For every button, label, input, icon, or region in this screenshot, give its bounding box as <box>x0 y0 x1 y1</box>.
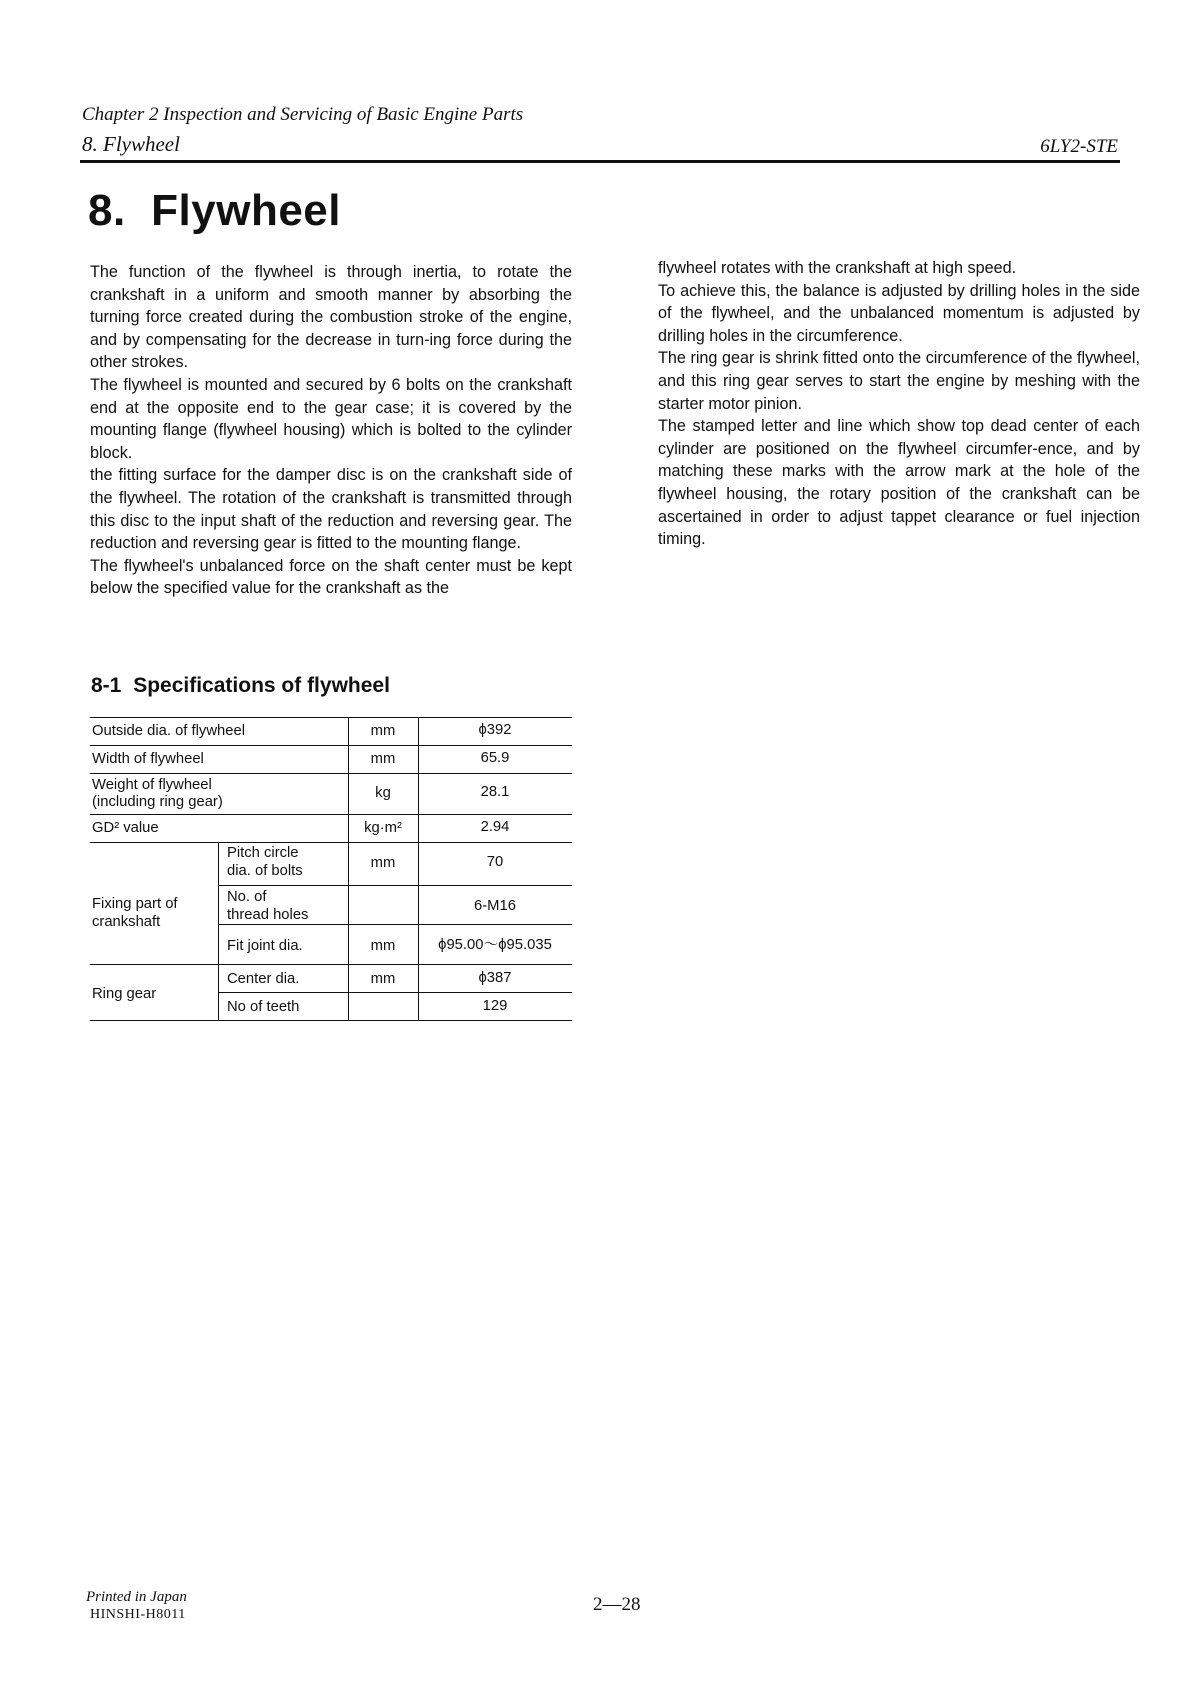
paragraph: flywheel rotates with the crankshaft at high speed. <box>658 259 1017 277</box>
spec-sublabel: Fit joint dia. <box>227 938 303 954</box>
spec-value: 70 <box>486 854 504 870</box>
spec-sublabel: dia. of bolts <box>227 863 303 879</box>
spec-sublabel: thread holes <box>227 907 309 923</box>
paragraph: The function of the flywheel is through inertia, to rotate the crankshaft in a uniform and smooth manner by absorbing the turning force created during the combustion stroke of the engine, and by compensating for the decrease in turn-ing force during the other strokes. <box>90 263 572 372</box>
section-number: 8-1 <box>91 674 122 697</box>
spec-sublabel: Center dia. <box>227 971 300 987</box>
spec-unit: mm <box>370 751 396 767</box>
page-number: 2—28 <box>593 1594 641 1615</box>
spec-value: 65.9 <box>480 750 510 766</box>
running-header-section: 8. Flywheel <box>82 132 180 156</box>
page-title: 8. Flywheel <box>88 186 341 235</box>
spec-unit: mm <box>370 855 396 871</box>
spec-value: 2.94 <box>480 819 510 835</box>
spec-value: 6-M16 <box>474 898 516 914</box>
spec-group-label: crankshaft <box>92 914 161 930</box>
footer-printed: Printed in Japan <box>86 1589 187 1605</box>
spec-label: Width of flywheel <box>92 751 204 767</box>
running-header-chapter: Chapter 2 Inspection and Servicing of Basic Engine Parts <box>82 104 524 125</box>
spec-value: 129 <box>482 998 508 1014</box>
paragraph: To achieve this, the balance is adjusted by drilling holes in the side of the flywheel, and the unbalanced momentum is adjusted by drilling holes in the circumference. <box>658 281 1140 345</box>
spec-label: Weight of flywheel <box>92 777 212 793</box>
spec-unit: kg <box>375 785 391 801</box>
paragraph: The flywheel's unbalanced force on the shaft center must be kept below the specified value for the crankshaft as the <box>90 556 572 598</box>
section-heading <box>91 674 390 698</box>
spec-sublabel: No. of <box>227 889 267 905</box>
paragraph: The flywheel is mounted and secured by 6 bolts on the crankshaft end at the opposite end to the gear case; it is covered by the mounting flange (flywheel housing) which is bolted to the cylinder block. <box>90 375 572 462</box>
body-column-right <box>658 257 1140 551</box>
running-header-model: 6LY2-STE <box>1040 136 1118 157</box>
spec-value: 28.1 <box>480 784 510 800</box>
body-column-left <box>90 261 572 600</box>
spec-unit: mm <box>370 938 396 954</box>
header-rule <box>80 160 1120 163</box>
spec-value: ϕ387 <box>478 970 512 986</box>
spec-unit: kg·m² <box>364 820 402 836</box>
spec-label: GD² value <box>92 820 159 836</box>
spec-label: (including ring gear) <box>92 794 223 810</box>
paragraph: the fitting surface for the damper disc is on the crankshaft side of the flywheel. The rotation of the crankshaft is transmitted through this disc to the input shaft of the reduction and reversing gear. The reduction and reversing gear is fitted to the mounting flange. <box>90 466 572 553</box>
paragraph: The ring gear is shrink fitted onto the circumference of the flywheel, and this ring gear serves to start the engine by meshing with the starter motor pinion. <box>658 349 1140 413</box>
paragraph: The stamped letter and line which show top dead center of each cylinder are positioned on the flywheel circumfer-ence, and by matching these marks with the arrow mark at the hole of the flywheel housing, the rotary position of the crankshaft can be ascertained in order to adjust tappet clearance or fuel injection timing. <box>658 417 1140 549</box>
footer-code: HINSHI-H8011 <box>90 1607 186 1622</box>
spec-unit: mm <box>370 723 396 739</box>
spec-value: ϕ392 <box>478 722 512 738</box>
spec-sublabel: Pitch circle <box>227 845 299 861</box>
spec-group-label: Ring gear <box>92 986 157 1002</box>
spec-value: ϕ95.00〜ϕ95.035 <box>438 937 552 953</box>
spec-sublabel: No of teeth <box>227 999 300 1015</box>
section-title: Specifications of flywheel <box>133 674 390 697</box>
spec-label: Outside dia. of flywheel <box>92 723 245 739</box>
spec-group-label: Fixing part of <box>92 896 178 912</box>
spec-unit: mm <box>370 971 396 987</box>
